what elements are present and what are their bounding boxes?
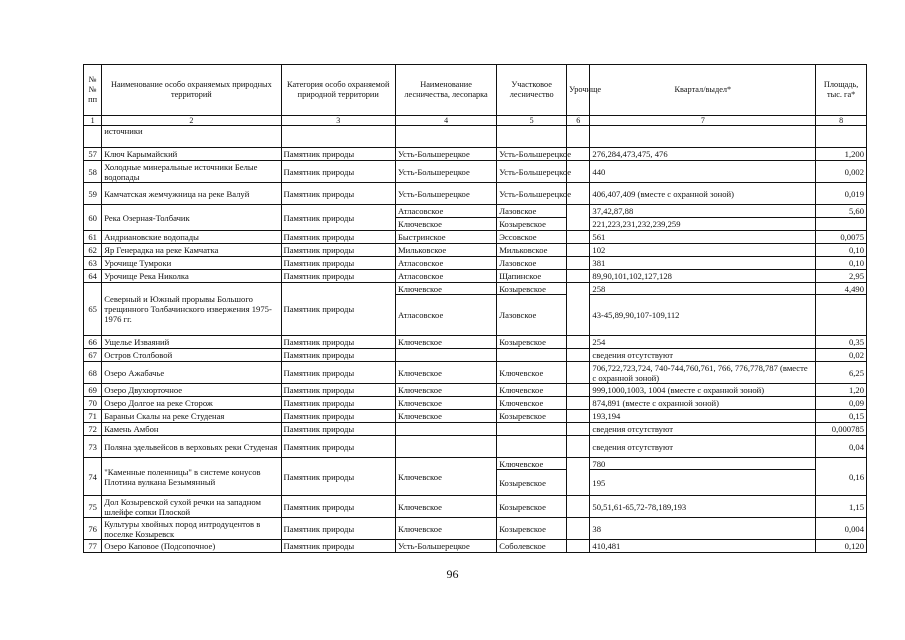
row-quarter: 38 [590,518,816,540]
table-header-row [84,65,867,116]
row-forestry: Усть-Большерецкое [395,148,496,161]
row-area: 1,20 [816,384,867,397]
row-tract [567,496,590,518]
col-number: 1 [84,116,102,126]
row-number: 66 [84,336,102,349]
row-district: Козыревское [497,218,567,231]
row-quarter: 193,194 [590,410,816,423]
row-name: источники [102,126,281,148]
row-area: 0,09 [816,397,867,410]
row-quarter: 406,407,409 (вместе с охранной зоной) [590,183,816,205]
row-forestry [395,126,496,148]
row-forestry: Атласовское [395,257,496,270]
row-name: Дол Козыревской сухой речки на западном шлейфе сопки Плоской [102,496,281,518]
row-name: Камень Амбон [102,423,281,436]
row-number: 67 [84,349,102,362]
row-forestry: Ключевское [395,458,496,496]
row-district: Соболевское [497,540,567,553]
row-forestry: Ключевское [395,362,496,384]
row-quarter: сведения отсутствуют [590,436,816,458]
row-tract [567,336,590,349]
header-category: Категория особо охраняемой природной территории [281,65,395,116]
row-category: Памятник природы [281,349,395,362]
col-number: 2 [102,116,281,126]
row-name: Камчатская жемчужница на реке Валуй [102,183,281,205]
table-row [84,336,867,349]
row-tract [567,540,590,553]
table-row [84,496,867,518]
row-tract [567,205,590,231]
row-area: 1,15 [816,496,867,518]
row-area: 5,60 [816,205,867,218]
row-name: Яр Генерадка на реке Камчатка [102,244,281,257]
row-quarter [590,126,816,148]
row-name: Озеро Долгое на реке Сторож [102,397,281,410]
row-quarter: 440 [590,161,816,183]
row-name: Урочище Тумроки [102,257,281,270]
row-district: Козыревское [497,518,567,540]
row-category: Памятник природы [281,458,395,496]
row-quarter: 37,42,87,88 [590,205,816,218]
row-area: 0,02 [816,349,867,362]
row-number: 74 [84,458,102,496]
row-name: Культуры хвойных пород интродуцентов в поселке Козыревск [102,518,281,540]
table-row [84,231,867,244]
table-row [84,244,867,257]
row-number: 71 [84,410,102,423]
row-district: Ключевское [497,397,567,410]
row-tract [567,436,590,458]
table-row [84,183,867,205]
row-name: Озеро Ажабачье [102,362,281,384]
row-district [497,126,567,148]
row-category: Памятник природы [281,161,395,183]
header-quarter: Квартал/выдел* [590,65,816,116]
row-quarter: 874,891 (вместе с охранной зоной) [590,397,816,410]
row-category: Памятник природы [281,231,395,244]
row-area: 0,16 [816,458,867,496]
table-row [84,397,867,410]
row-tract [567,410,590,423]
row-number: 68 [84,362,102,384]
row-district: Лазовское [497,257,567,270]
row-forestry: Атласовское [395,205,496,218]
row-forestry: Быстринское [395,231,496,244]
header-tract: Урочище [567,65,590,116]
row-forestry: Атласовское [395,270,496,283]
row-district: Усть-Большерецкое [497,161,567,183]
table-row [84,257,867,270]
row-quarter: 50,51,61-65,72-78,189,193 [590,496,816,518]
row-category: Памятник природы [281,183,395,205]
row-number: 72 [84,423,102,436]
row-forestry: Ключевское [395,410,496,423]
row-number: 62 [84,244,102,257]
row-forestry: Усть-Большерецкое [395,183,496,205]
row-tract [567,458,590,496]
row-district: Козыревское [497,283,567,295]
row-district: Мильковское [497,244,567,257]
row-forestry: Атласовское [395,295,496,336]
row-district: Козыревское [497,410,567,423]
row-category: Памятник природы [281,540,395,553]
row-tract [567,257,590,270]
row-quarter: 561 [590,231,816,244]
table-row [84,205,867,218]
row-tract [567,384,590,397]
table-row [84,161,867,183]
row-district [497,423,567,436]
table-row [84,349,867,362]
row-forestry [395,423,496,436]
table-row [84,436,867,458]
row-number: 63 [84,257,102,270]
table-row [84,423,867,436]
row-tract [567,362,590,384]
row-forestry: Ключевское [395,336,496,349]
row-name: Остров Столбовой [102,349,281,362]
table-row [84,362,867,384]
row-district [497,349,567,362]
row-quarter: 706,722,723,724, 740-744,760,761, 766, 776,778,787 (вместе с охранной зоной) [590,362,816,384]
table-row [84,148,867,161]
row-number: 58 [84,161,102,183]
row-district: Усть-Большерецкое [497,148,567,161]
row-area: 2,95 [816,270,867,283]
table-row [84,283,867,295]
row-forestry: Ключевское [395,518,496,540]
row-area: 0,120 [816,540,867,553]
row-name: Ключ Карымайский [102,148,281,161]
table-row [84,126,867,148]
row-district: Ключевское [497,384,567,397]
col-number: 3 [281,116,395,126]
row-quarter: 381 [590,257,816,270]
row-area: 1,200 [816,148,867,161]
col-number: 4 [395,116,496,126]
row-tract [567,397,590,410]
row-area: 0,35 [816,336,867,349]
row-name: Бараньи Скалы на реке Студеная [102,410,281,423]
row-number: 59 [84,183,102,205]
row-quarter: 258 [590,283,816,295]
row-name: Река Озерная-Толбачик [102,205,281,231]
row-category: Памятник природы [281,148,395,161]
row-name: Озеро Каповое (Подсопочное) [102,540,281,553]
row-tract [567,283,590,336]
row-name: "Каменные поленницы" в системе конусов Плотина вулкана Безымянный [102,458,281,496]
col-number: 5 [497,116,567,126]
row-forestry: Ключевское [395,384,496,397]
row-forestry [395,349,496,362]
row-category [281,126,395,148]
table-row [84,458,867,470]
row-category: Памятник природы [281,205,395,231]
row-category: Памятник природы [281,244,395,257]
row-number: 57 [84,148,102,161]
row-forestry: Усть-Большерецкое [395,540,496,553]
row-name: Северный и Южный прорывы Большого трещинного Толбачинского извержения 1975-1976 гг. [102,283,281,336]
row-area: 4,490 [816,283,867,295]
row-quarter: сведения отсутствуют [590,423,816,436]
header-forestry: Наименование лесничества, лесопарка [395,65,496,116]
column-number-row [84,116,867,126]
row-number: 69 [84,384,102,397]
row-tract [567,423,590,436]
row-category: Памятник природы [281,397,395,410]
row-quarter: 410,481 [590,540,816,553]
row-category: Памятник природы [281,496,395,518]
col-number: 6 [567,116,590,126]
row-category: Памятник природы [281,336,395,349]
row-number [84,126,102,148]
row-quarter: 999,1000,1003, 1004 (вместе с охранной зоной) [590,384,816,397]
row-district: Эссовское [497,231,567,244]
row-name: Ущелье Изваяний [102,336,281,349]
row-area [816,126,867,148]
table-row [84,384,867,397]
row-number: 70 [84,397,102,410]
row-quarter: 89,90,101,102,127,128 [590,270,816,283]
row-district [497,436,567,458]
row-category: Памятник природы [281,283,395,336]
row-number: 64 [84,270,102,283]
row-district: Ключевское [497,458,567,470]
row-area: 0,019 [816,183,867,205]
header-name: Наименование особо охраняемых природных территорий [102,65,281,116]
row-area-empty [816,218,867,231]
row-forestry: Усть-Большерецкое [395,161,496,183]
row-tract [567,231,590,244]
row-area-empty [816,295,867,336]
row-number: 77 [84,540,102,553]
row-area: 0,000785 [816,423,867,436]
row-district: Лазовское [497,205,567,218]
row-district: Козыревское [497,496,567,518]
row-number: 75 [84,496,102,518]
row-district: Щапинское [497,270,567,283]
row-tract [567,270,590,283]
col-number: 7 [590,116,816,126]
header-area: Площадь, тыс. га* [816,65,867,116]
protected-areas-table [83,64,867,553]
row-forestry: Ключевское [395,397,496,410]
row-district: Усть-Большерецкое [497,183,567,205]
row-forestry: Ключевское [395,218,496,231]
table-row [84,540,867,553]
row-area: 0,10 [816,244,867,257]
row-category: Памятник природы [281,362,395,384]
row-tract [567,349,590,362]
table-row [84,518,867,540]
table-row [84,270,867,283]
row-area: 0,004 [816,518,867,540]
row-quarter: 195 [590,470,816,496]
row-district: Козыревское [497,336,567,349]
row-name: Андриановские водопады [102,231,281,244]
row-tract [567,126,590,148]
row-number: 61 [84,231,102,244]
row-quarter: 43-45,89,90,107-109,112 [590,295,816,336]
row-number: 65 [84,283,102,336]
header-district: Участковое лесничество [497,65,567,116]
row-forestry: Ключевское [395,496,496,518]
page-number: 96 [446,567,459,581]
row-forestry: Мильковское [395,244,496,257]
row-tract [567,244,590,257]
row-district: Лазовское [497,295,567,336]
row-district: Ключевское [497,362,567,384]
col-number: 8 [816,116,867,126]
row-number: 60 [84,205,102,231]
row-name: Поляна эдельвейсов в верховьях реки Студеная [102,436,281,458]
row-quarter: сведения отсутствуют [590,349,816,362]
row-forestry [395,436,496,458]
row-category: Памятник природы [281,423,395,436]
row-category: Памятник природы [281,436,395,458]
row-forestry: Ключевское [395,283,496,295]
row-name: Холодные минеральные источники Белые водопады [102,161,281,183]
row-area: 0,0075 [816,231,867,244]
row-area: 0,002 [816,161,867,183]
row-quarter: 102 [590,244,816,257]
row-area: 0,15 [816,410,867,423]
row-category: Памятник природы [281,270,395,283]
row-quarter: 780 [590,458,816,470]
row-quarter: 276,284,473,475, 476 [590,148,816,161]
row-name: Урочище Река Николка [102,270,281,283]
row-category: Памятник природы [281,410,395,423]
row-tract [567,518,590,540]
row-area: 6,25 [816,362,867,384]
row-number: 76 [84,518,102,540]
row-quarter: 221,223,231,232,239,259 [590,218,816,231]
row-category: Памятник природы [281,518,395,540]
row-area: 0,04 [816,436,867,458]
table-row [84,410,867,423]
row-quarter: 254 [590,336,816,349]
row-district: Козыревское [497,470,567,496]
row-number: 73 [84,436,102,458]
header-number: № № пп [84,65,102,116]
row-category: Памятник природы [281,384,395,397]
row-category: Памятник природы [281,257,395,270]
row-name: Озеро Двухюрточное [102,384,281,397]
row-area: 0,10 [816,257,867,270]
